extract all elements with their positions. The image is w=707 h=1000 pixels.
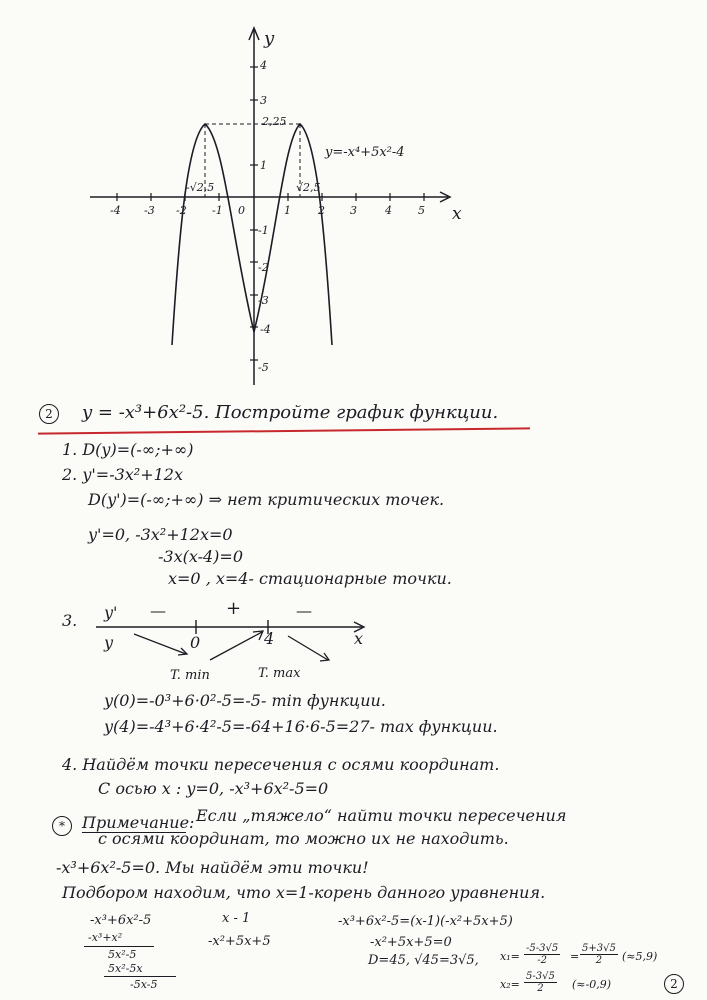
note-line-2: с осями координат, то можно их не находить. (98, 829, 509, 848)
task-title: y = -x³+6x²-5. Постройте график функции. (82, 402, 499, 423)
sign-row-label-function: y (104, 633, 114, 652)
division-rule (84, 946, 154, 947)
root-x2-denominator: 2 (537, 983, 544, 994)
root-x2-numerator: 5-3√5 (526, 971, 555, 982)
root-label-positive: √2,5 (296, 181, 321, 194)
equation-statement: -x³+6x²-5=0. Мы найдём эти точки! (56, 858, 369, 877)
y-tick-label: -4 (260, 323, 271, 336)
note-label: Примечание: (82, 813, 195, 832)
root-x1-approx: (≈5,9) (622, 950, 658, 963)
y-tick-label: 4 (260, 59, 267, 72)
note-asterisk-badge: * (52, 816, 72, 836)
root-x1-numerator: -5-3√5 (526, 943, 559, 954)
x-tick-label: 2 (318, 204, 325, 217)
y-axis-label: y (264, 28, 275, 49)
sign-axis-label: x (354, 629, 364, 648)
root-x2-fraction (524, 971, 557, 994)
sign-minus: — (296, 601, 312, 620)
discriminant: D=45, √45=3√5, (368, 953, 479, 968)
step-4-x-axis: С осью x : y=0, -x³+6x²-5=0 (98, 779, 329, 798)
step-4-intersections: 4. Найдём точки пересечения с осями координат. (62, 755, 500, 774)
division-rule (104, 976, 176, 977)
root-x1-denominator: -2 (537, 955, 547, 966)
division-step: 5x²-5x (108, 962, 143, 975)
x-tick-label: -1 (212, 204, 223, 217)
division-step: -x³+x² (88, 931, 123, 944)
root-label-negative: -√2,5 (186, 181, 215, 194)
value-at-four: y(4)=-4³+6·4²-5=-64+16·6-5=27- max функции. (104, 717, 498, 736)
y-tick-label: 2,25 (262, 115, 287, 128)
y-tick-label: -5 (258, 361, 269, 374)
note-line-1: Если „тяжело“ найти точки пересечения (196, 806, 567, 825)
division-quotient: -x²+5x+5 (208, 934, 271, 949)
x-tick-label: 4 (385, 204, 392, 217)
step-2-factored: -3x(x-4)=0 (158, 547, 244, 566)
root-x1-label: x₁= (500, 950, 520, 963)
x-tick-label: -2 (176, 204, 187, 217)
root-by-selection: Подбором находим, что x=1-корень данного уравнения. (62, 883, 546, 902)
step-3-number: 3. (62, 611, 78, 630)
root-x2-approx: (≈-0,9) (572, 978, 612, 991)
sign-plus: + (226, 598, 242, 619)
sign-row-label-derivative: y' (104, 603, 118, 622)
y-tick-label: -1 (258, 224, 269, 237)
step-2-stationary-points: x=0 , x=4- стационарные точки. (168, 569, 452, 588)
step-2-derivative: 2. y'=-3x²+12x (62, 465, 184, 484)
label-max-point: T. max (258, 666, 301, 681)
graph-formula: y=-x⁴+5x²-4 (325, 145, 405, 160)
critical-point-four: 4 (264, 629, 275, 648)
x-tick-label: 5 (418, 204, 425, 217)
sign-minus: — (150, 601, 166, 620)
root-x1-fraction (524, 943, 560, 966)
task-number-badge: 2 (39, 404, 59, 424)
factorization: -x³+6x²-5=(x-1)(-x²+5x+5) (338, 914, 513, 929)
page-number-badge: 2 (664, 974, 684, 994)
x-axis-label: x (452, 204, 462, 224)
x-tick-label: 1 (284, 204, 291, 217)
root-x1-simplified-numerator: 5+3√5 (582, 943, 616, 954)
division-step: 5x²-5 (108, 948, 137, 961)
label-min-point: T. min (170, 668, 210, 683)
y-tick-label: -2 (258, 261, 269, 274)
quadratic-equation: -x²+5x+5=0 (370, 935, 452, 950)
x-tick-label: 0 (238, 204, 245, 217)
root-x2-label: x₂= (500, 978, 520, 991)
y-tick-label: 1 (260, 159, 267, 172)
y-tick-label: 3 (260, 94, 267, 107)
step-2-derivative-domain: D(y')=(-∞;+∞) ⇒ нет критических точек. (88, 490, 445, 509)
root-x1-simplified (580, 943, 618, 966)
step-2-equation: y'=0, -3x²+12x=0 (88, 525, 233, 544)
x-tick-label: -4 (110, 204, 121, 217)
y-tick-label: -3 (258, 294, 269, 307)
x-tick-label: 3 (350, 204, 357, 217)
x-tick-label: -3 (144, 204, 155, 217)
division-divisor: x - 1 (222, 911, 251, 926)
division-step: -5x-5 (130, 978, 158, 991)
division-dividend: -x³+6x²-5 (90, 913, 152, 928)
value-at-zero: y(0)=-0³+6·0²-5=-5- min функции. (104, 691, 386, 710)
step-1-domain: 1. D(y)=(-∞;+∞) (62, 440, 194, 459)
critical-point-zero: 0 (190, 633, 201, 652)
root-x1-simplified-denominator: 2 (595, 955, 603, 966)
equals-sign: = (570, 950, 580, 963)
